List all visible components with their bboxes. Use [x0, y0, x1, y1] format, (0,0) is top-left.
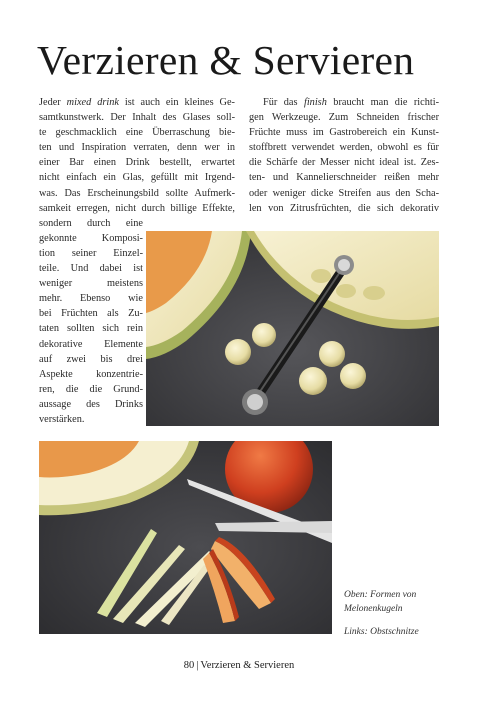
text-line	[39, 186, 235, 201]
text-line: ren, die die Grund-	[39, 383, 143, 395]
text-line	[39, 155, 235, 170]
text-line: weniger meistens	[39, 278, 143, 290]
emphasis-text: mixed drink	[66, 97, 119, 108]
line-text: Für das	[263, 97, 304, 108]
left-wide-lines	[39, 95, 235, 216]
caption-left: Links: Obstschnitze	[344, 627, 419, 637]
page-title: Verzieren & Servieren	[37, 37, 415, 83]
text-line	[249, 95, 439, 110]
text-line	[39, 125, 235, 140]
text-line: sondern durch eine	[39, 217, 143, 229]
page-footer	[0, 660, 478, 671]
text-line: Aspekte konzentrie-	[39, 368, 143, 380]
text-line: mehr. Ebenso wie	[39, 293, 143, 305]
line-text: ist auch ein kleines Ge-	[118, 97, 235, 108]
line-text: ten- und Kannelierschneider reißen mehr	[249, 172, 439, 184]
footer-separator: |	[196, 660, 199, 671]
text-line: dekorative Elemente	[39, 338, 143, 350]
line-text: Früchte muss im Gastrobereich ein Kunst-	[249, 127, 439, 139]
text-line: bei Früchten als Zu-	[39, 308, 143, 320]
line-text: samtkunstwerk. Der Inhalt des Glases soll-	[39, 112, 235, 124]
text-line	[249, 170, 439, 185]
line-text: te geschmacklich eine Überraschung bie-	[39, 127, 235, 139]
text-line: tion seiner Einzel-	[39, 247, 143, 259]
line-text: samkeit erregen, nicht durch billige Effekte,	[39, 202, 235, 214]
text-line	[39, 170, 235, 185]
text-line	[249, 155, 439, 170]
text-line: teile. Und dabei ist	[39, 263, 143, 275]
text-line	[249, 140, 439, 155]
text-line	[249, 186, 439, 201]
line-text: braucht man die richti-	[326, 97, 440, 108]
text-line: gekonnte Komposi-	[39, 232, 143, 244]
text-line	[249, 125, 439, 140]
footer-section: Verzieren & Servieren	[200, 660, 295, 671]
text-line	[249, 201, 439, 216]
text-line	[39, 201, 235, 216]
line-text: len von Zitrusfrüchten, die sich dekorativ	[249, 202, 439, 214]
line-text: oder weniger dicke Streifen aus den Scha-	[249, 187, 439, 199]
text-line	[39, 140, 235, 155]
emphasis-text: finish	[303, 97, 327, 108]
line-text: die Schärfe der Messer nicht ideal ist. Zes-	[249, 157, 439, 169]
caption-top: Oben: Formen von Melonenkugeln	[344, 590, 417, 614]
line-text: nicht einfach ein Glas, gefüllt mit Irgend-	[39, 172, 235, 184]
fruit-slices-photo	[39, 441, 332, 634]
right-lines	[249, 95, 439, 216]
text-line: aussage des Drinks	[39, 398, 143, 410]
line-text: Jeder	[39, 97, 67, 108]
line-text: gen Werkzeuge. Zum Schneiden frischer	[249, 112, 439, 124]
text-line: taten sollten sich rein	[39, 323, 143, 335]
melon-balls-photo	[146, 231, 439, 426]
line-text: stoffbrett verwendet werden, obwohl es für	[249, 142, 439, 154]
text-line	[39, 95, 235, 110]
line-text: was. Das Erscheinungsbild sollte Aufmerk-	[39, 187, 235, 199]
text-line: auf zwei bis drei	[39, 353, 143, 365]
line-text: ten und Inspiration verraten, denn wer in	[39, 142, 235, 154]
line-text: einer Bar einen Drink bestellt, erwartet	[39, 157, 235, 169]
text-line: verstärken.	[39, 413, 85, 425]
text-line	[39, 110, 235, 125]
page-number: 80	[183, 660, 195, 671]
text-line	[249, 110, 439, 125]
right-text-column	[249, 95, 439, 216]
